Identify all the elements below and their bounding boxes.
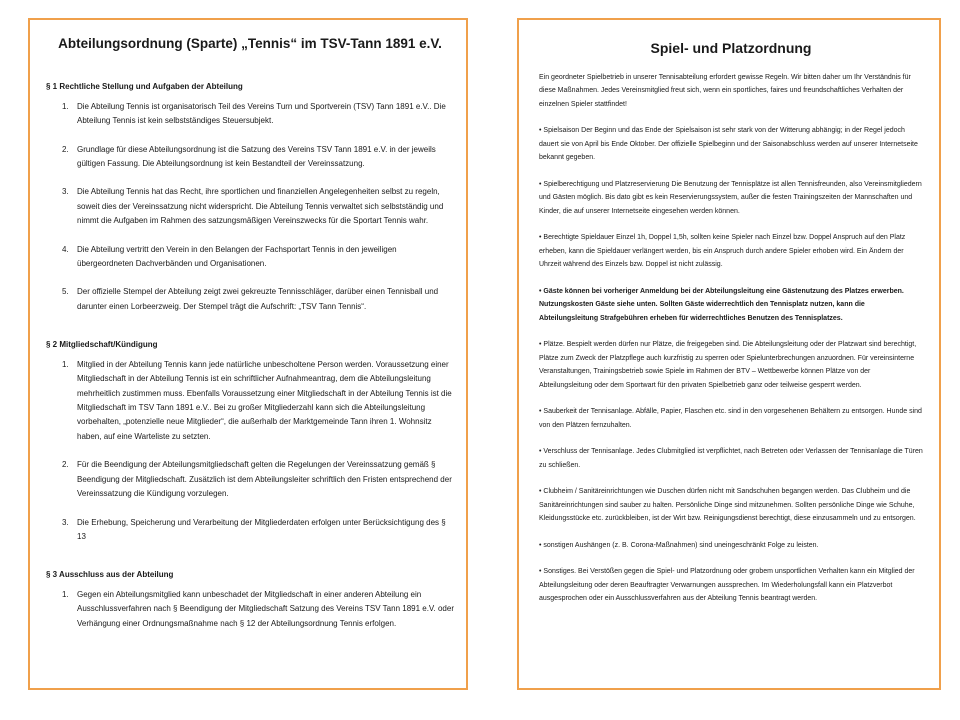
list-item xyxy=(46,358,454,444)
list-item xyxy=(46,285,454,314)
rule-paragraph: • Spielsaison Der Beginn und das Ende der Spielsaison ist sehr stark von der Witterung abhängig; in der Regel jedoch dauert sie von April bis Ende Oktober. Der offizielle Spielbeginn und der Saisonabschluss werden auf unserer Internetseite bekannt gegeben. xyxy=(539,127,918,162)
section-heading: § 2 Mitgliedschaft/Kündigung xyxy=(46,340,158,350)
rule-paragraph: • Verschluss der Tennisanlage. Jedes Clubmitglied ist verpflichtet, nach Betreten oder Verlassen der Tennisanlage die Türen zu schließen. xyxy=(539,448,923,469)
rule-paragraph: • sonstigen Aushängen (z. B. Corona-Maßnahmen) sind uneingeschränkt Folge zu leisten. xyxy=(539,541,819,549)
page-title: Abteilungsordnung (Sparte) „Tennis“ im TSV-Tann 1891 e.V. xyxy=(58,36,442,51)
item-text: Die Abteilung Tennis hat das Recht, ihre sportlichen und finanziellen Angelegenheiten selbst zu regeln, soweit dies der Vereinssatzung nicht widerspricht. Die Abteilung Tennis verwaltet sich selbstständig und nimmt die Aufgaben im Rahmen des satzungsmäßigen Vereinszwecks für die Sportart Tennis wahr. xyxy=(77,187,444,226)
rule-paragraph: • Gäste können bei vorheriger Anmeldung bei der Abteilungsleitung eine Gästenutzung des Platzes erwerben. Nutzungskosten Gäste siehe unten. Sollten Gäste widerrechtlich den Tennisplatz nutzen, kann die Abteilungsleitung Strafgebühren erheben für widerrechtliches Benutzen des Tennisplatzes. xyxy=(539,287,904,322)
item-text: Für die Beendigung der Abteilungsmitgliedschaft gelten die Regelungen der Vereinssatzung gemäß § Beendigung der Mitgliedschaft. Zusätzlich ist dem Abteilungsleiter schriftlich den Fristen entsprechend der Vereinssatzung die Kündigung vorzulegen. xyxy=(77,460,452,499)
list-item xyxy=(46,185,454,228)
item-number: 2. xyxy=(62,460,69,470)
item-number: 1. xyxy=(62,589,69,599)
item-text: Der offizielle Stempel der Abteilung zeigt zwei gekreuzte Tennisschläger, darüber einen Tennisball und darunter einen Lorbeerzweig. Der Stempel trägt die Aufschrift: „TSV Tann Tennis“. xyxy=(77,287,439,311)
abteilungsordnung-page xyxy=(28,18,468,690)
rule-paragraph: • Spielberechtigung und Platzreservierung Die Benutzung der Tennisplätze ist allen Tennisfreunden, also Vereinsmitgliedern und Gästen möglich. Bis dato gibt es kein Reservierungssystem, außer die festen Trainingszeiten der Mannschaften und Kinder, die auf unserer Internetseite eingesehen werden können. xyxy=(539,180,922,215)
list-item xyxy=(46,458,454,501)
list-item xyxy=(46,100,454,129)
item-number: 4. xyxy=(62,244,69,254)
list-item xyxy=(46,516,454,545)
rule-paragraph: • Clubheim / Sanitäreinrichtungen wie Duschen dürfen nicht mit Sandschuhen begangen werden. Das Clubheim und die Sanitäreinrichtungen sind sauber zu halten. Persönliche Dinge sind mitzunehmen. Sollten persönliche Dinge wie Schuhe, Kleidungsstücke etc. zurückbleiben, ist der Wirt bzw. Reinigungsdienst berechtigt, diese einzusammeln und zu entsorgen. xyxy=(539,488,916,523)
item-number: 5. xyxy=(62,287,69,297)
page-title: Spiel- und Platzordnung xyxy=(650,40,812,56)
section-heading: § 3 Ausschluss aus der Abteilung xyxy=(46,570,174,580)
item-text: Mitglied in der Abteilung Tennis kann jede natürliche unbescholtene Person werden. Voraussetzung einer Mitgliedschaft in der Abteilung Tennis ist ein schriftlicher Aufnahmeantrag, dem die Abteilungsleitung mehrheitlich zustimmen muss. Ebenfalls Voraussetzung einer Mitgliedschaft in der Abteilung Tennis ist die Mitgliedschaft im TSV Tann 1891 e.V.. Bei zu großer Mitgliederzahl kann sich die Abteilungsleitung vorbehalten, „potenzielle neue Mitglieder“, die außerhalb der Marktgemeinde Tann ihren 1. Wohnsitz haben, auf eine Warteliste zu setzten. xyxy=(77,359,452,441)
rule-paragraph: • Berechtigte Spieldauer Einzel 1h, Doppel 1,5h, sollten keine Spieler nach Einzel bzw. Doppel Anspruch auf den Platz erheben, kann die Spieldauer verlängert werden, bis ein Anspruch durch andere Spieler erhoben wird. Ein Ändern der Uhrzeit während des Einzels bzw. Doppel ist nicht zulässig. xyxy=(539,234,906,269)
item-text: Die Erhebung, Speicherung und Verarbeitung der Mitgliederdaten erfolgen unter Berücksichtigung des § 13 xyxy=(77,517,446,541)
item-number: 2. xyxy=(62,144,69,154)
rule-paragraph: • Sonstiges. Bei Verstößen gegen die Spiel- und Platzordnung oder grobem unsportlichen Verhalten kann ein Mitglied der Abteilungsleitung oder deren Beauftragter Verwarnungen aussprechen. Im Wiederholungsfall kann ein Platzverbot ausgesprochen oder ein Ausschlussverfahren aus der Abteilung Tennis beantragt werden. xyxy=(539,568,915,603)
item-number: 1. xyxy=(62,101,69,111)
intro-paragraph: Ein geordneter Spielbetrieb in unserer Tennisabteilung erfordert gewisse Regeln. Wir bitten daher um Ihr Verständnis für diese Maßnahmen. Jedes Vereinsmitglied freut sich, wenn ein sportliches, faires und freundschaftliches Verhalten der einzelnen Spieler stattfindet! xyxy=(539,73,911,108)
spiel-und-platzordnung-page xyxy=(517,18,941,690)
rule-paragraph: • Sauberkeit der Tennisanlage. Abfälle, Papier, Flaschen etc. sind in den vorgesehenen Behältern zu entsorgen. Hunde sind von den Plätzen fernzuhalten. xyxy=(539,408,922,429)
list-item xyxy=(46,143,454,172)
item-text: Grundlage für diese Abteilungsordnung ist die Satzung des Vereins TSV Tann 1891 e.V. in der jeweils gültigen Fassung. Die Abteilungsordnung ist kein Bestandteil der Vereinssatzung. xyxy=(77,144,436,168)
section-2 xyxy=(46,340,454,544)
section-1 xyxy=(46,82,454,314)
section-heading: § 1 Rechtliche Stellung und Aufgaben der Abteilung xyxy=(46,82,243,92)
rule-paragraph: • Plätze. Bespielt werden dürfen nur Plätze, die freigegeben sind. Die Abteilungsleitung oder der Platzwart sind berechtigt, Plätze zum Zweck der Platzpflege auch kurzfristig zu sperren oder Spielunterbrechungen anzuordnen. Für vereinsinterne Veranstaltungen, Trainingsbetrieb sowie Spiele im Rahmen der BTV – Wettbewerbe können Plätze von der Abteilungsleitung oder dem Sportwart für den privaten Spielbetrieb ganz oder teilweise gesperrt werden. xyxy=(539,341,917,389)
section-3 xyxy=(46,570,454,631)
item-text: Die Abteilung Tennis ist organisatorisch Teil des Vereins Turn und Sportverein (TSV) Tann 1891 e.V.. Die Abteilung Tennis ist kein selbstständiges Steuersubjekt. xyxy=(77,101,446,126)
item-number: 3. xyxy=(62,187,69,197)
list-item xyxy=(46,243,454,272)
item-number: 1. xyxy=(62,359,69,369)
item-text: Gegen ein Abteilungsmitglied kann unbeschadet der Mitgliedschaft in einer anderen Abteilung ein Ausschlussverfahren nach § Beendigung der Mitgliedschaft Satzung des Vereins TSV Tann 1891 e.V. oder Verhängung einer Ordnungsmaßnahme nach § 12 der Abteilungsordnung Tennis erfolgen. xyxy=(77,589,454,628)
list-item xyxy=(46,588,454,631)
item-number: 3. xyxy=(62,517,69,527)
item-text: Die Abteilung vertritt den Verein in den Belangen der Fachsportart Tennis in den jeweiligen übergeordneten Dachverbänden und Organisationen. xyxy=(77,244,397,269)
